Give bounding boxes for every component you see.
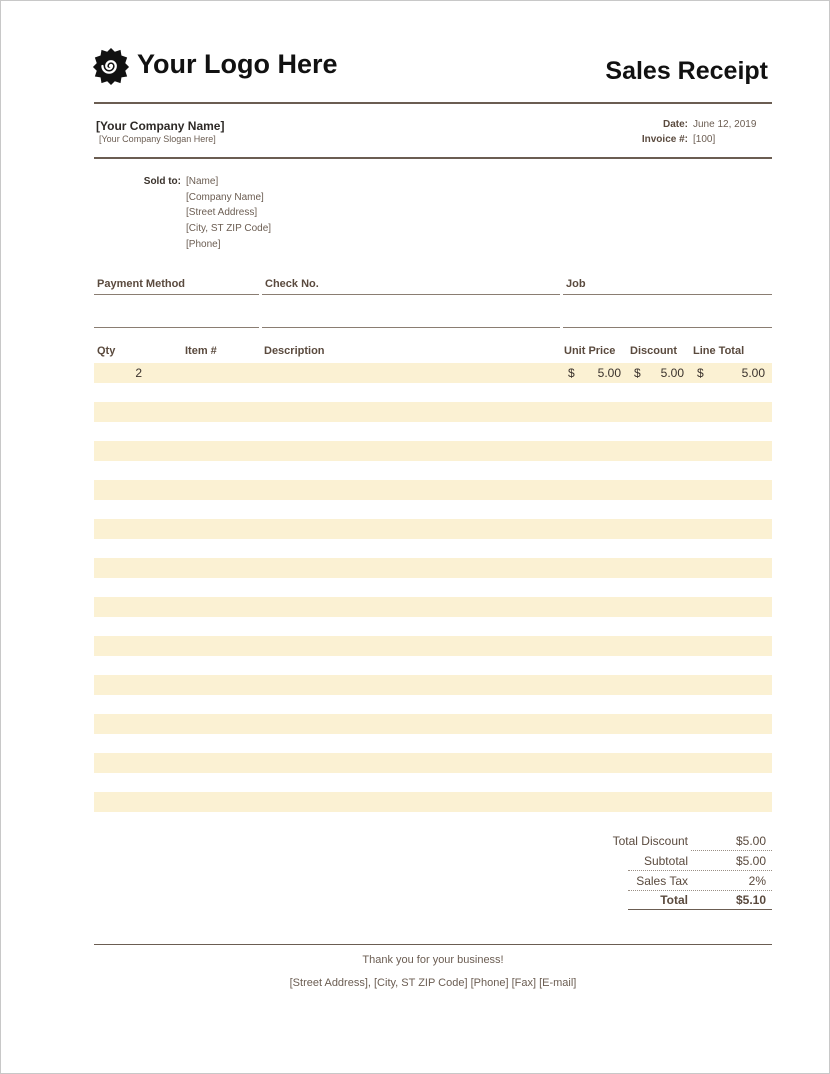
spiral-badge-icon (92, 47, 130, 85)
header-divider (94, 102, 772, 104)
table-row[interactable] (94, 480, 772, 500)
footer-divider (94, 944, 772, 945)
qty-header: Qty (97, 345, 116, 357)
unit-price-header: Unit Price (564, 345, 616, 357)
invoice-label: Invoice #: (641, 134, 688, 145)
total-label: Total (660, 893, 688, 907)
table-row[interactable] (94, 675, 772, 695)
sold-to-company: [Company Name] (186, 192, 264, 203)
sold-to-label: Sold to: (143, 176, 181, 187)
table-row[interactable] (94, 597, 772, 617)
logo-text: Your Logo Here (137, 49, 338, 79)
total-discount-value: $5.00 (735, 834, 766, 848)
total-discount-label: Total Discount (612, 834, 688, 848)
subtotal-label: Subtotal (643, 854, 688, 868)
row-1-qty: 2 (135, 366, 142, 380)
footer-address: [Street Address], [City, ST ZIP Code] [Phone] [Fax] [E-mail] (289, 977, 577, 989)
company-slogan: [Your Company Slogan Here] (99, 134, 216, 144)
sold-to-name: [Name] (186, 176, 219, 187)
sold-to-phone: [Phone] (186, 239, 221, 250)
table-row[interactable] (94, 558, 772, 578)
document-title: Sales Receipt (605, 57, 768, 85)
job-field[interactable] (563, 327, 772, 328)
total-rule (628, 909, 772, 910)
line-total-header: Line Total (693, 345, 745, 357)
table-row[interactable] (94, 792, 772, 812)
table-row[interactable] (94, 441, 772, 461)
discount-header: Discount (630, 345, 678, 357)
check-no-label: Check No. (265, 278, 319, 290)
sold-to-city: [City, ST ZIP Code] (186, 223, 272, 234)
footer-thanks: Thank you for your business! (362, 954, 504, 966)
table-row[interactable] (94, 714, 772, 734)
sales-tax-value[interactable]: 2% (748, 874, 766, 888)
item-number-header: Item # (185, 345, 217, 357)
row-1-unit-price: 5.00 (597, 366, 621, 380)
payment-method-header-rule (94, 294, 259, 295)
job-label: Job (566, 278, 586, 290)
date-value: June 12, 2019 (693, 119, 757, 130)
table-row[interactable] (94, 753, 772, 773)
table-row[interactable] (94, 519, 772, 539)
table-row[interactable] (94, 402, 772, 422)
check-no-field[interactable] (262, 327, 560, 328)
total-discount-rule (691, 850, 772, 851)
description-header: Description (264, 345, 325, 357)
table-row[interactable] (94, 636, 772, 656)
sales-tax-rule (628, 890, 772, 891)
row-1-line-total: 5.00 (741, 366, 765, 380)
subtotal-rule (628, 870, 772, 871)
row-1-unit-currency: $ (568, 366, 575, 380)
invoice-value: [100] (693, 134, 716, 145)
row-1-total-currency: $ (697, 366, 704, 380)
sales-tax-label: Sales Tax (636, 874, 688, 888)
company-name: [Your Company Name] (96, 119, 225, 133)
row-1-discount-currency: $ (634, 366, 641, 380)
payment-method-field[interactable] (94, 327, 259, 328)
sold-to-street: [Street Address] (186, 207, 258, 218)
payment-method-label: Payment Method (97, 278, 186, 290)
check-no-header-rule (262, 294, 560, 295)
row-1-discount: 5.00 (660, 366, 684, 380)
company-divider (94, 157, 772, 159)
job-header-rule (563, 294, 772, 295)
subtotal-value: $5.00 (735, 854, 766, 868)
date-label: Date: (662, 119, 688, 130)
total-value: $5.10 (735, 893, 766, 907)
